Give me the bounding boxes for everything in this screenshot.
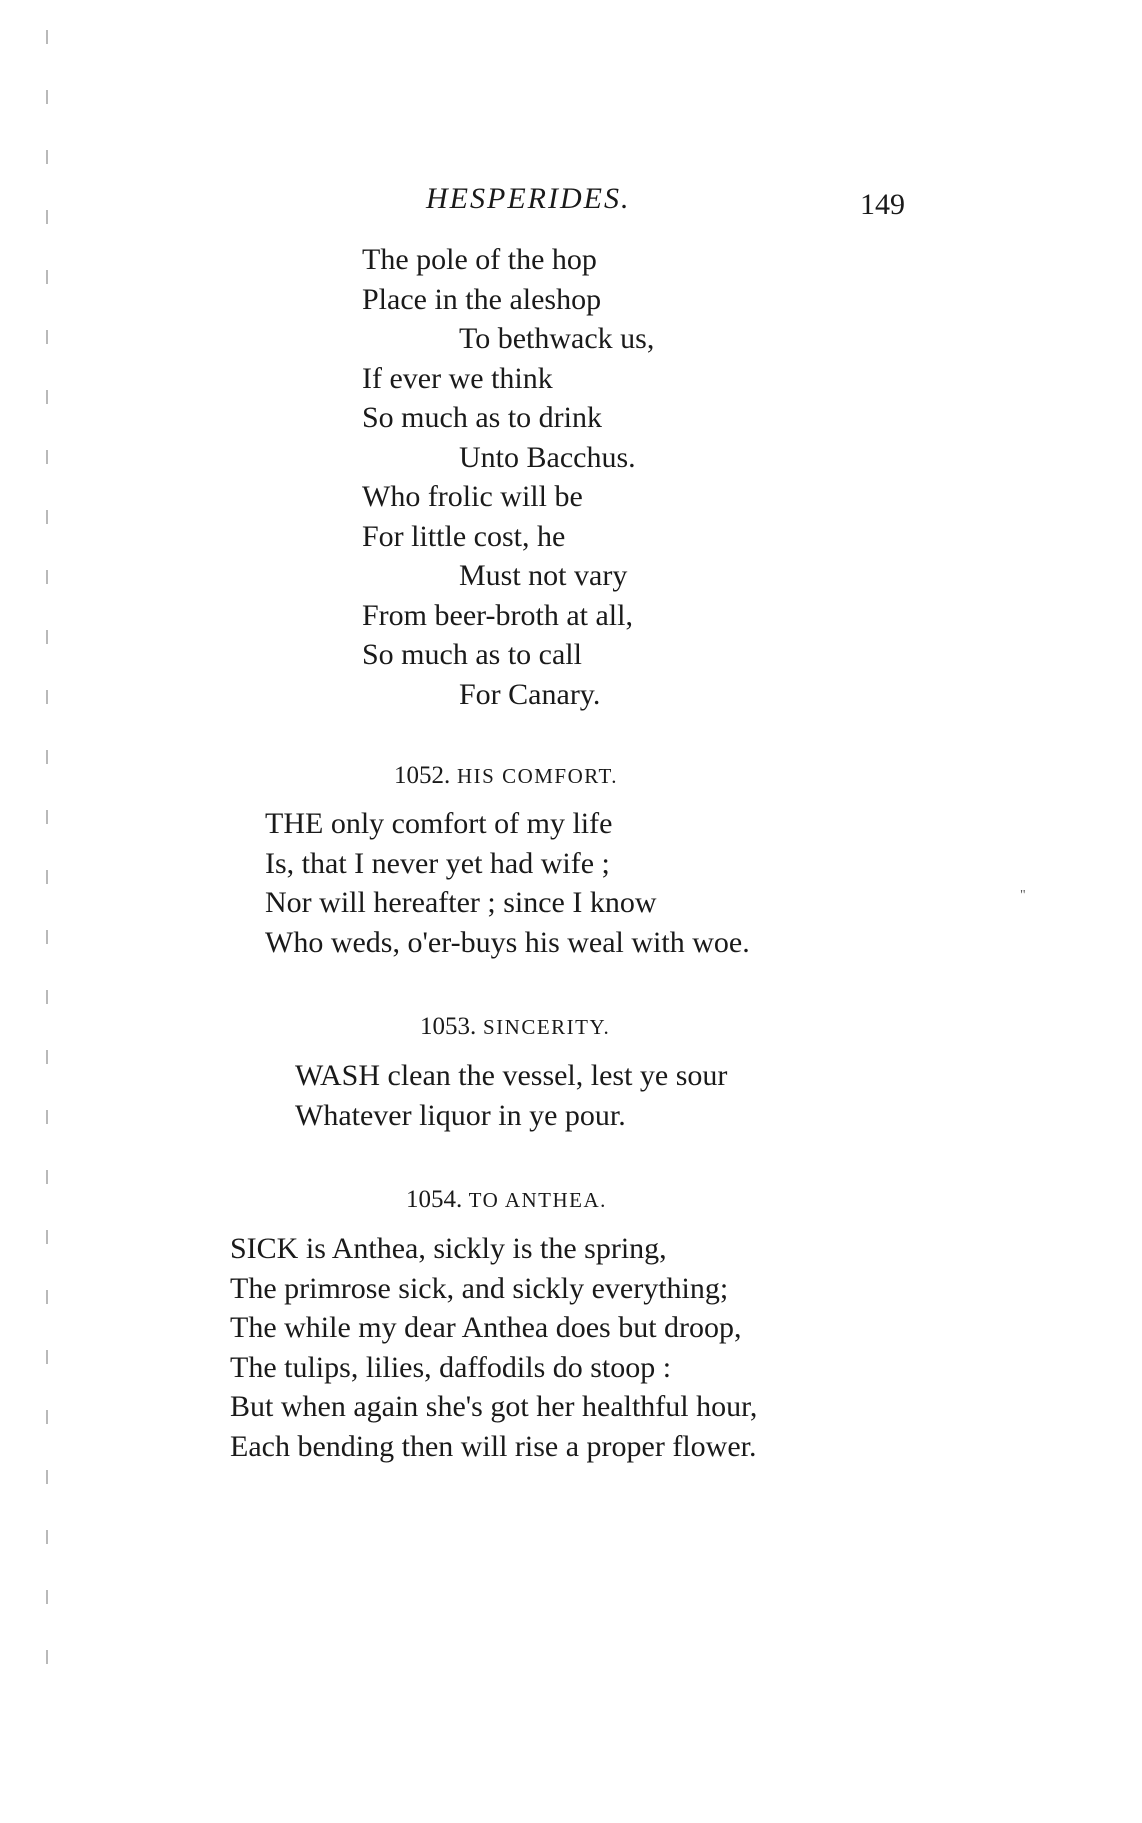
poem-heading-1053 [420,1013,610,1041]
verse-line: Whatever liquor in ye pour. [295,1098,626,1132]
initial-word: WASH [295,1059,381,1092]
verse-line: The while my dear Anthea does but droop, [230,1311,742,1344]
initial-word: SICK [230,1232,299,1265]
verse-line: Place in the aleshop [362,282,602,316]
poem-title: SINCERITY. [483,1015,611,1039]
line-rest: is Anthea, sickly is the spring, [298,1232,667,1265]
verse-line: Each bending then will rise a proper flower. [230,1429,757,1463]
verse-line [295,1056,727,1096]
verse-line: So much as to drink [362,401,602,434]
verse-line: But when again she's got her healthful hour, [230,1390,758,1423]
verse-line: For little cost, he [362,519,566,553]
poem-number: 1052. [394,762,451,789]
verse-line: To bethwack us, [459,322,655,355]
poem-1053 [295,1056,727,1135]
verse-line: Unto Bacchus. [459,440,636,474]
line-rest: only comfort of my life [323,807,613,840]
verse-line: The tulips, lilies, daffodils do stoop : [230,1350,672,1384]
verse-line: Who frolic will be [362,480,583,513]
running-head-title: HESPERIDES. [426,182,631,215]
poem-heading-1052 [394,762,618,790]
stray-mark: " [1020,888,1026,903]
verse-line: Must not vary [459,559,628,592]
running-head [0,182,1142,222]
initial-word: THE [265,807,324,840]
poem-1052 [265,804,750,962]
poem-heading-1054 [406,1186,607,1214]
verse-line: So much as to call [362,638,582,671]
verse-line: Who weds, o'er-buys his weal with woe. [265,925,750,959]
poem-number: 1054. [406,1186,463,1213]
page-number: 149 [860,188,905,221]
verse-line [265,804,750,844]
line-rest: clean the vessel, lest ye sour [380,1059,728,1092]
poem-title: TO ANTHEA. [468,1188,607,1212]
verse-line [230,1229,757,1269]
verse-line: For Canary. [459,677,601,711]
scan-gutter-marks [46,30,48,1670]
verse-line: Nor will hereafter ; since I know [265,886,657,919]
verse-line: From beer-broth at all, [362,598,633,632]
poem-title: HIS COMFORT. [457,764,619,788]
poem-1054 [230,1229,757,1466]
poem-number: 1053. [420,1013,477,1040]
verse-line: If ever we think [362,361,553,395]
song-continuation [362,240,654,714]
verse-line: Is, that I never yet had wife ; [265,846,610,880]
verse-line: The pole of the hop [362,243,597,276]
verse-line: The primrose sick, and sickly everything; [230,1271,729,1305]
